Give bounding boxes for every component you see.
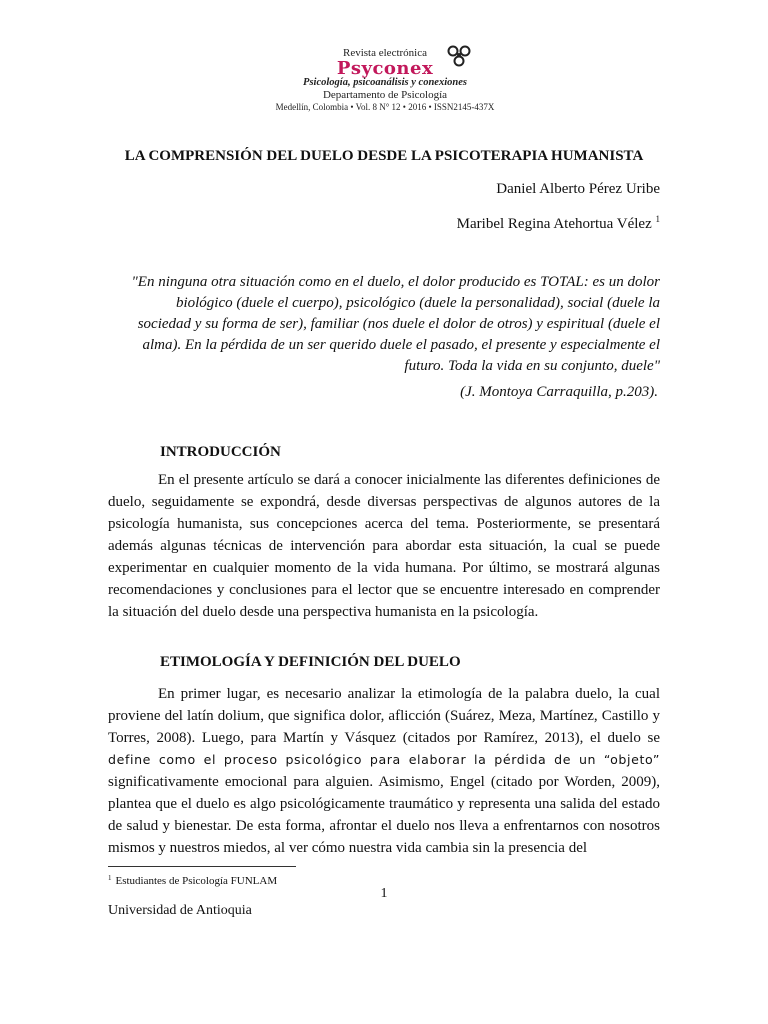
author-name: Daniel Alberto Pérez Uribe bbox=[496, 181, 660, 197]
journal-brand: Psyconex bbox=[336, 58, 434, 79]
footnote-text: Estudiantes de Psicología FUNLAM bbox=[115, 875, 278, 887]
footnote-mark: 1 bbox=[108, 874, 112, 882]
epigraph-line: sociedad y su forma de ser), familiar (nos duele el dolor de otros) y espiritual (duele el bbox=[137, 316, 660, 332]
epigraph-source: (J. Montoya Carraquilla, p.203). bbox=[460, 384, 658, 400]
author-1 bbox=[496, 179, 660, 199]
journal-subtitle: Psicología, psicoanálisis y conexiones bbox=[303, 77, 467, 88]
epigraph-line: alma). En la pérdida de un ser querido duele el pasado, el presente y especialmente el bbox=[142, 337, 660, 353]
paragraph-text: En primer lugar, es necesario analizar la etimología de la palabra duelo, la cual proviene del latín dolium, que significa dolor, aflicción (Suárez, Meza, Martínez, Castillo y Torres, 2008). Luego, para Martín y Vásquez (citados por Ramírez, 2013), el duelo se bbox=[108, 686, 660, 746]
journal-header bbox=[250, 40, 520, 122]
journal-department: Departamento de Psicología bbox=[322, 89, 448, 101]
journal-info: Medellín, Colombia • Vol. 8 N° 12 • 2016 • ISSN2145-437X bbox=[275, 102, 495, 112]
journal-line1: Revista electrónica bbox=[343, 47, 427, 59]
author-name: Maribel Regina Atehortua Vélez bbox=[456, 216, 652, 232]
author-2 bbox=[457, 209, 660, 234]
footer-university: Universidad de Antioquia bbox=[108, 903, 252, 918]
section-heading-introduccion: INTRODUCCIÓN bbox=[160, 444, 281, 460]
paragraph-introduccion: En el presente artículo se dará a conocer inicialmente las diferentes definiciones de duelo, seguidamente se expondrá, desde diversas perspectivas de algunos autores de la psicología humanista, sus concepciones acerca del tema. Posteriormente, se presentará además algunas técnicas de intervención para abordar esta situación, la cual se puede experimentar en cualquier momento de la vida humana. Por último, se mostrará algunas recomendaciones y conclusiones para el lector que se encuentre interesado en comprender la situación del duelo desde una perspectiva humanista en la psicología. bbox=[108, 472, 660, 620]
epigraph-quote bbox=[108, 272, 660, 377]
epigraph-line: futuro. Toda la vida en su conjunto, duele" bbox=[404, 358, 660, 374]
paragraph-etimologia bbox=[108, 683, 660, 859]
author-footnote-mark: 1 bbox=[655, 214, 660, 224]
section-heading-etimologia: ETIMOLOGÍA Y DEFINICIÓN DEL DUELO bbox=[160, 654, 461, 670]
footnote-divider bbox=[108, 866, 296, 867]
paper-title: LA COMPRENSIÓN DEL DUELO DESDE LA PSICOTERAPIA HUMANISTA bbox=[124, 148, 644, 164]
paragraph-text: significativamente emocional para alguien. Asimismo, Engel (citado por Worden, 2009), plantea que el duelo es algo psicológicamente traumático y representa una salida del estado de salud y bienestar. De esta forma, afrontar el duelo nos lleva a enfrentarnos con nosotros mismos y nuestros miedos, al ver cómo nuestra vida cambia sin la presencia del bbox=[108, 774, 660, 856]
epigraph-line: biológico (duele el cuerpo), psicológico (duele la personalidad), social (duele la bbox=[175, 295, 660, 311]
paragraph-text-sans: define como el proceso psicológico para elaborar la pérdida de un “objeto” bbox=[108, 752, 660, 767]
triskelion-icon bbox=[446, 44, 472, 68]
epigraph-line: "En ninguna otra situación como en el duelo, el dolor producido es TOTAL: es un dolor bbox=[131, 274, 660, 290]
page-number: 1 bbox=[380, 886, 388, 901]
